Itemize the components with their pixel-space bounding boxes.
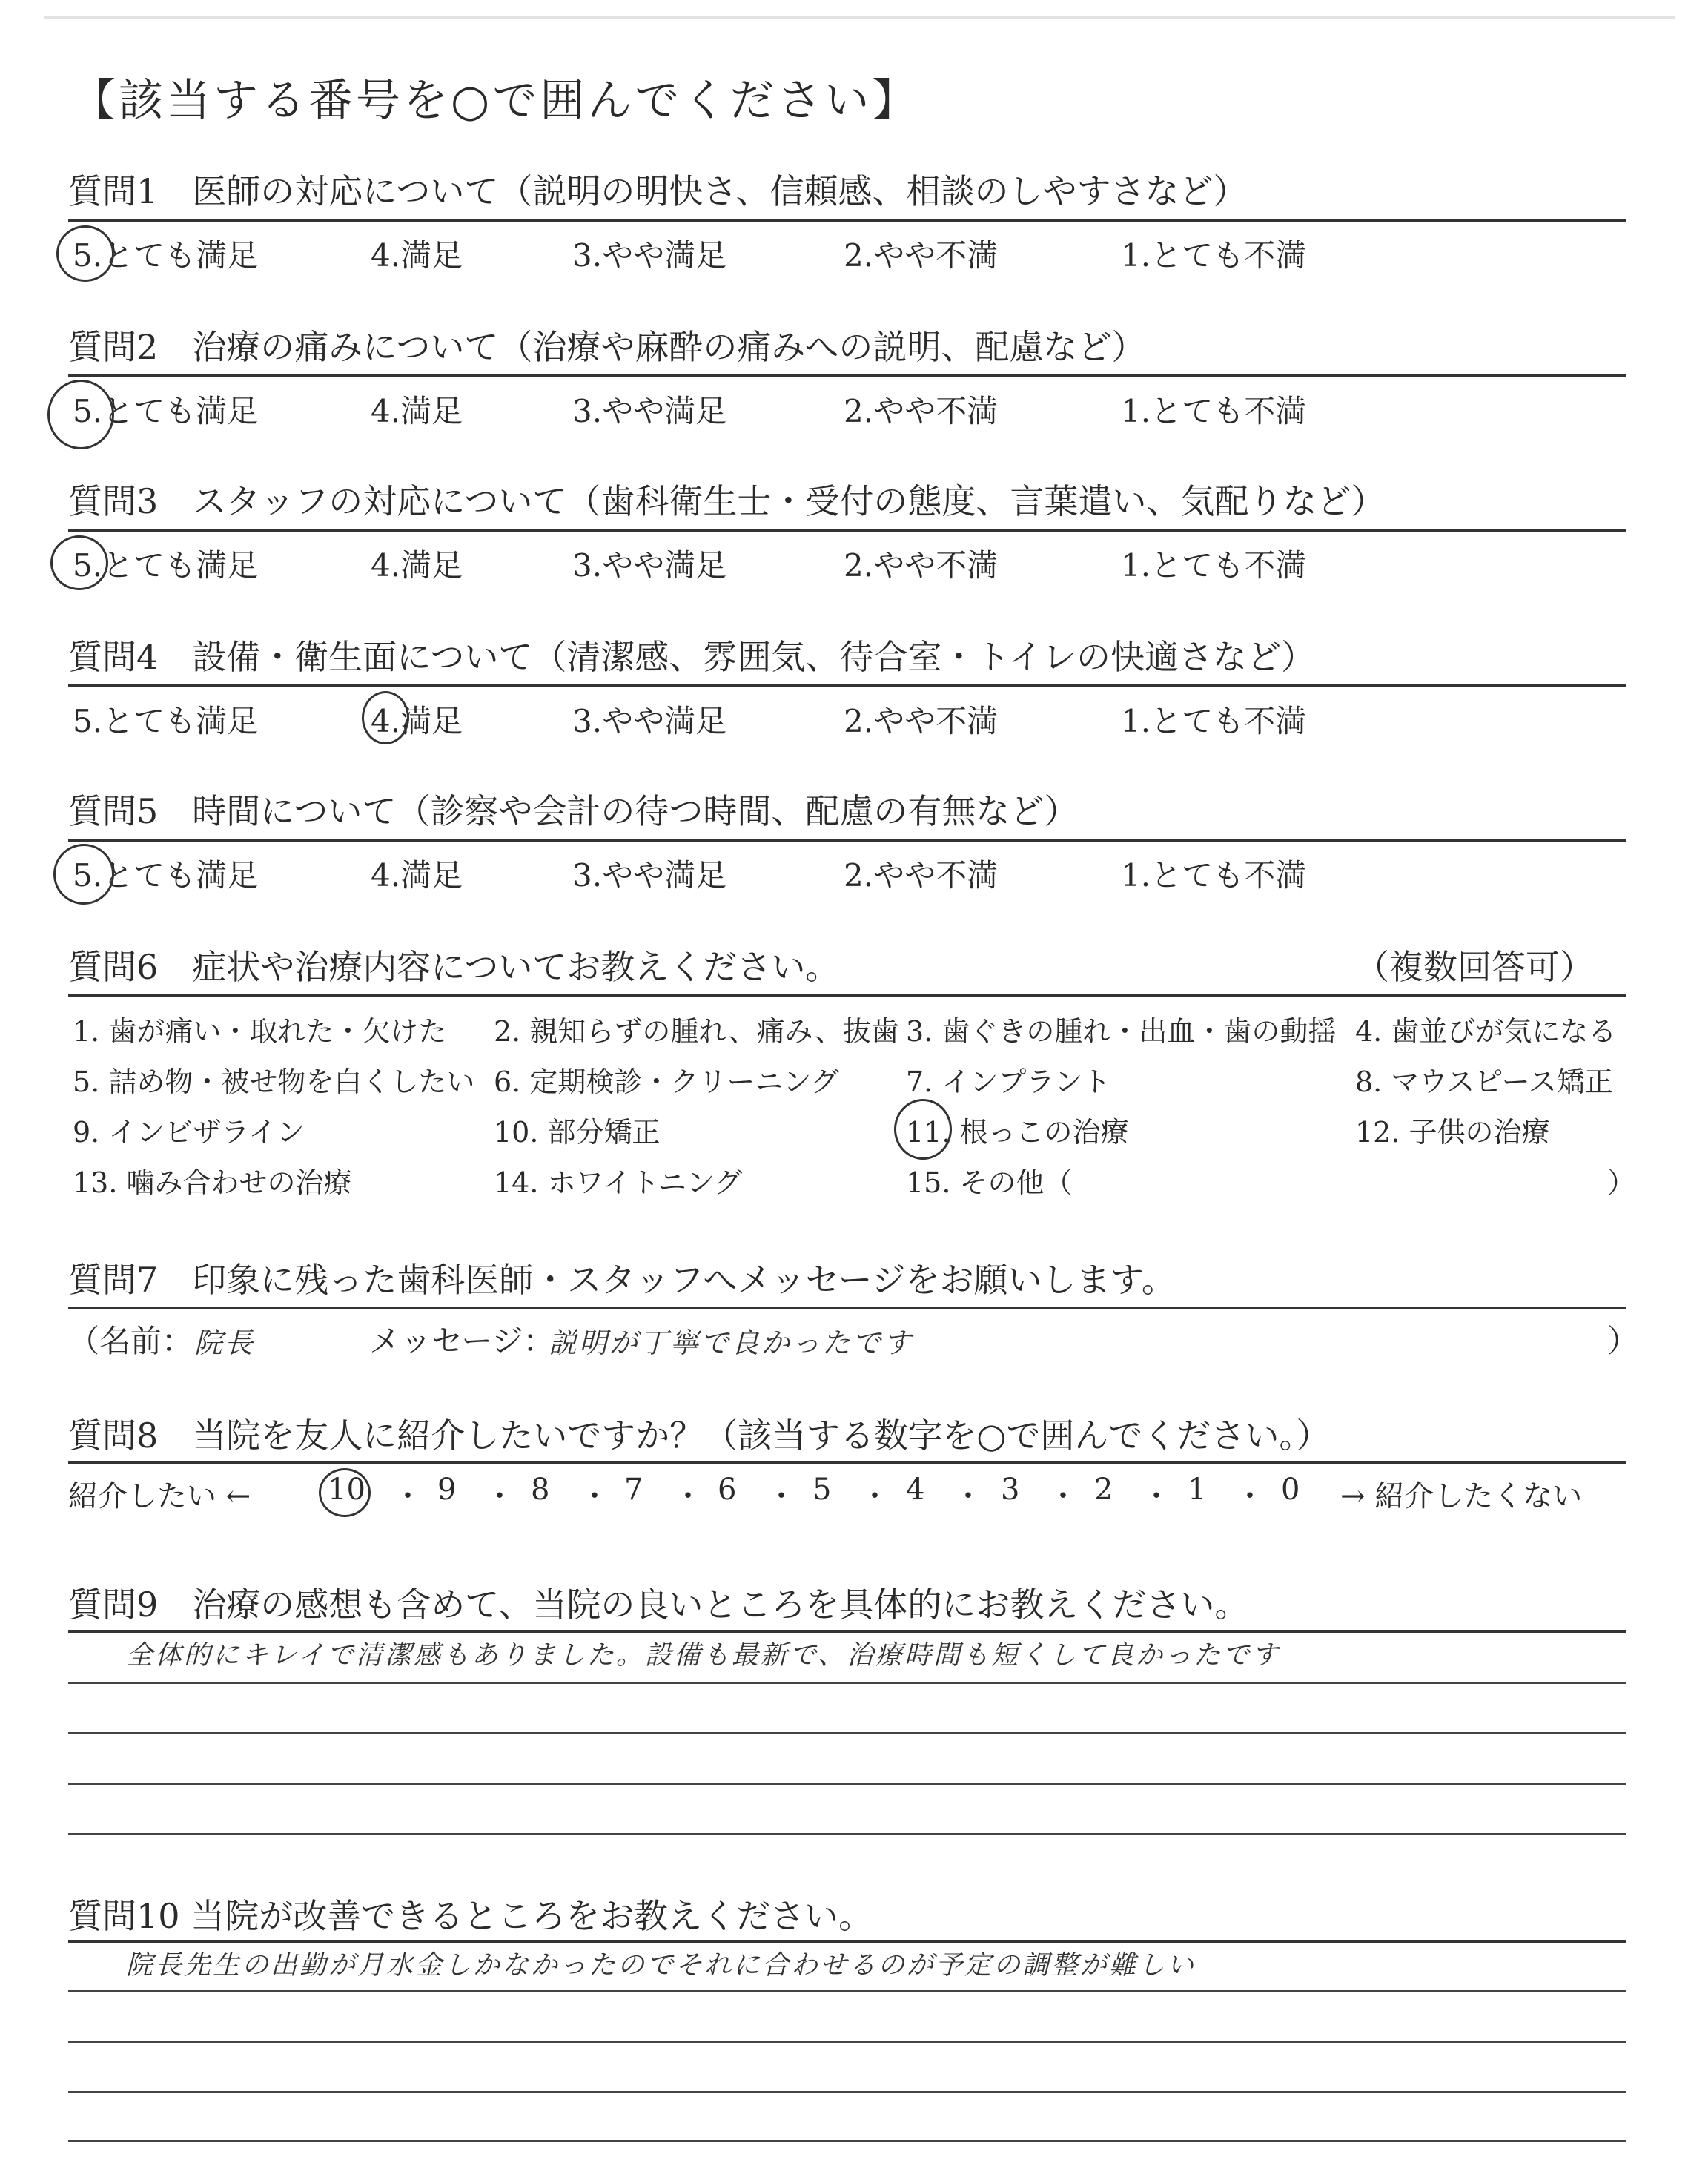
q10-answer-line [68, 2140, 1626, 2142]
q8-selection-circle [319, 1468, 371, 1517]
question-3-title: 質問3 スタッフの対応について（歯科衛生士・受付の態度、言葉遣い、気配りなど） [68, 481, 1386, 521]
question-7-title: 質問7 印象に残った歯科医師・スタッフへメッセージをお願いします。 [68, 1260, 1176, 1300]
question-10-rule [68, 1940, 1626, 1943]
question-7-rule [68, 1307, 1626, 1309]
q8-left-label: 紹介したい ← [68, 1479, 251, 1513]
q8-scale-4[interactable]: 4 [906, 1473, 925, 1507]
q3-option-4[interactable]: 4.満足 [371, 547, 463, 584]
q8-scale-5[interactable]: 5 [812, 1473, 832, 1507]
q6-option-2[interactable]: 2. 親知らずの腫れ、痛み、抜歯 [494, 1015, 899, 1048]
question-4-title: 質問4 設備・衛生面について（清潔感、雰囲気、待合室・トイレの快適さなど） [68, 637, 1316, 677]
q7-close-paren: ） [1607, 1323, 1639, 1359]
q6-option-7[interactable]: 7. インプラント [906, 1066, 1111, 1098]
q4-option-2[interactable]: 2.やや不満 [844, 703, 999, 739]
q8-scale-10[interactable]: 10 [328, 1473, 365, 1507]
q5-option-4[interactable]: 4.満足 [371, 857, 463, 894]
q6-option-12[interactable]: 12. 子供の治療 [1355, 1116, 1550, 1149]
q2-option-2[interactable]: 2.やや不満 [844, 393, 999, 429]
question-6-rule [68, 994, 1626, 997]
q6-option-1[interactable]: 1. 歯が痛い・取れた・欠けた [73, 1015, 447, 1048]
q5-option-5[interactable]: 5.とても満足 [73, 857, 259, 894]
q8-scale-dot: ・ [673, 1479, 703, 1513]
q8-scale-2[interactable]: 2 [1094, 1473, 1113, 1507]
top-border [44, 16, 1675, 19]
question-10-title: 質問10 当院が改善できるところをお教えください。 [68, 1896, 873, 1936]
q8-scale-dot: ・ [1142, 1479, 1171, 1513]
question-3-rule [68, 529, 1626, 532]
q8-scale-dot: ・ [580, 1479, 609, 1513]
q4-option-4[interactable]: 4.満足 [371, 703, 463, 739]
q8-right-label: → 紹介したくない [1340, 1479, 1583, 1513]
q6-option-9[interactable]: 9. インビザライン [73, 1116, 305, 1149]
q3-option-3[interactable]: 3.やや満足 [572, 547, 727, 584]
q2-option-4[interactable]: 4.満足 [371, 393, 463, 429]
q2-option-5[interactable]: 5.とても満足 [73, 393, 259, 429]
q2-option-1[interactable]: 1.とても不満 [1121, 393, 1307, 429]
question-6-title: 質問6 症状や治療内容についてお教えください。 [68, 947, 840, 987]
q8-scale-6[interactable]: 6 [718, 1473, 737, 1507]
q6-option-15[interactable]: 15. その他（ [906, 1166, 1073, 1199]
q3-option-2[interactable]: 2.やや不満 [844, 547, 999, 584]
q8-scale-dot: ・ [485, 1479, 514, 1513]
q6-option-5[interactable]: 5. 詰め物・被せ物を白くしたい [73, 1066, 475, 1098]
q8-scale-8[interactable]: 8 [531, 1473, 550, 1507]
q1-selection-circle [56, 225, 114, 282]
q9-answer[interactable]: 全体的にキレイで清潔感もありました。設備も最新で、治療時間も短くして良かったです [126, 1640, 1281, 1671]
q1-option-5[interactable]: 5.とても満足 [73, 237, 259, 274]
q5-option-1[interactable]: 1.とても不満 [1121, 857, 1307, 894]
question-2-title: 質問2 治療の痛みについて（治療や麻酔の痛みへの説明、配慮など） [68, 327, 1146, 367]
q8-scale-dot: ・ [953, 1479, 983, 1513]
q1-option-3[interactable]: 3.やや満足 [572, 237, 727, 274]
q7-message-label: メッセージ： [369, 1323, 555, 1359]
q3-selection-circle [50, 535, 108, 590]
q4-option-5[interactable]: 5.とても満足 [73, 703, 259, 739]
q6-option-11[interactable]: 11. 根っこの治療 [906, 1116, 1129, 1149]
q8-scale-dot: ・ [860, 1479, 890, 1513]
q6-option-3[interactable]: 3. 歯ぐきの腫れ・出血・歯の動揺 [906, 1015, 1337, 1048]
q10-answer[interactable]: 院長先生の出勤が月水金しかなかったのでそれに合わせるのが予定の調整が難しい [126, 1950, 1196, 1981]
q2-option-3[interactable]: 3.やや満足 [572, 393, 727, 429]
q6-option-13[interactable]: 13. 噛み合わせの治療 [73, 1166, 352, 1199]
question-5-rule [68, 839, 1626, 842]
q7-name-value[interactable]: 院長 [194, 1327, 256, 1359]
q4-selection-circle [362, 691, 409, 744]
question-4-rule [68, 684, 1626, 687]
q1-option-4[interactable]: 4.満足 [371, 237, 463, 274]
q1-option-2[interactable]: 2.やや不満 [844, 237, 999, 274]
q1-option-1[interactable]: 1.とても不満 [1121, 237, 1307, 274]
question-5-title: 質問5 時間について（診察や会計の待つ時間、配慮の有無など） [68, 791, 1079, 831]
q9-answer-line [68, 1732, 1626, 1734]
q10-answer-line [68, 2041, 1626, 2043]
q9-answer-line [68, 1833, 1626, 1835]
q6-selection-circle [894, 1099, 952, 1160]
question-1-rule [68, 219, 1626, 222]
q6-option-8[interactable]: 8. マウスピース矯正 [1355, 1066, 1613, 1098]
q5-option-2[interactable]: 2.やや不満 [844, 857, 999, 894]
q8-scale-dot: ・ [393, 1479, 423, 1513]
question-6-note: （複数回答可） [1355, 947, 1594, 987]
q10-answer-line [68, 2091, 1626, 2093]
question-1-title: 質問1 医師の対応について（説明の明快さ、信頼感、相談のしやすさなど） [68, 171, 1248, 211]
q5-option-3[interactable]: 3.やや満足 [572, 857, 727, 894]
q3-option-1[interactable]: 1.とても不満 [1121, 547, 1307, 584]
q9-answer-line [68, 1783, 1626, 1785]
q2-selection-circle [47, 380, 114, 449]
q9-answer-line [68, 1682, 1626, 1684]
q8-scale-dot: ・ [1048, 1479, 1078, 1513]
page-title: 【該当する番号を○で囲んでください】 [71, 75, 920, 127]
q7-message-value[interactable]: 説明が丁寧で良かったです [549, 1327, 914, 1359]
q6-option-4[interactable]: 4. 歯並びが気になる [1355, 1015, 1617, 1048]
q3-option-5[interactable]: 5.とても満足 [73, 547, 259, 584]
question-2-rule [68, 374, 1626, 377]
q6-option-14[interactable]: 14. ホワイトニング [494, 1166, 743, 1199]
q6-other-close-paren: ） [1607, 1166, 1636, 1199]
q8-scale-7[interactable]: 7 [624, 1473, 643, 1507]
q5-selection-circle [53, 844, 114, 905]
q6-option-10[interactable]: 10. 部分矯正 [494, 1116, 661, 1149]
q6-option-6[interactable]: 6. 定期検診・クリーニング [494, 1066, 839, 1098]
q4-option-1[interactable]: 1.とても不満 [1121, 703, 1307, 739]
question-9-title: 質問9 治療の感想も含めて、当院の良いところを具体的にお教えください。 [68, 1585, 1249, 1625]
q8-scale-0[interactable]: 0 [1281, 1473, 1300, 1507]
q8-scale-9[interactable]: 9 [437, 1473, 457, 1507]
q8-scale-3[interactable]: 3 [1001, 1473, 1020, 1507]
question-8-rule [68, 1461, 1626, 1464]
q8-scale-1[interactable]: 1 [1188, 1473, 1207, 1507]
q4-option-3[interactable]: 3.やや満足 [572, 703, 727, 739]
q8-scale-dot: ・ [767, 1479, 796, 1513]
question-8-title: 質問8 当院を友人に紹介したいですか？（該当する数字を○で囲んでください。） [68, 1416, 1331, 1456]
q7-name-label: （名前： [68, 1323, 193, 1359]
question-9-rule [68, 1630, 1626, 1633]
q10-answer-line [68, 1990, 1626, 1992]
q8-scale-dot: ・ [1235, 1479, 1265, 1513]
